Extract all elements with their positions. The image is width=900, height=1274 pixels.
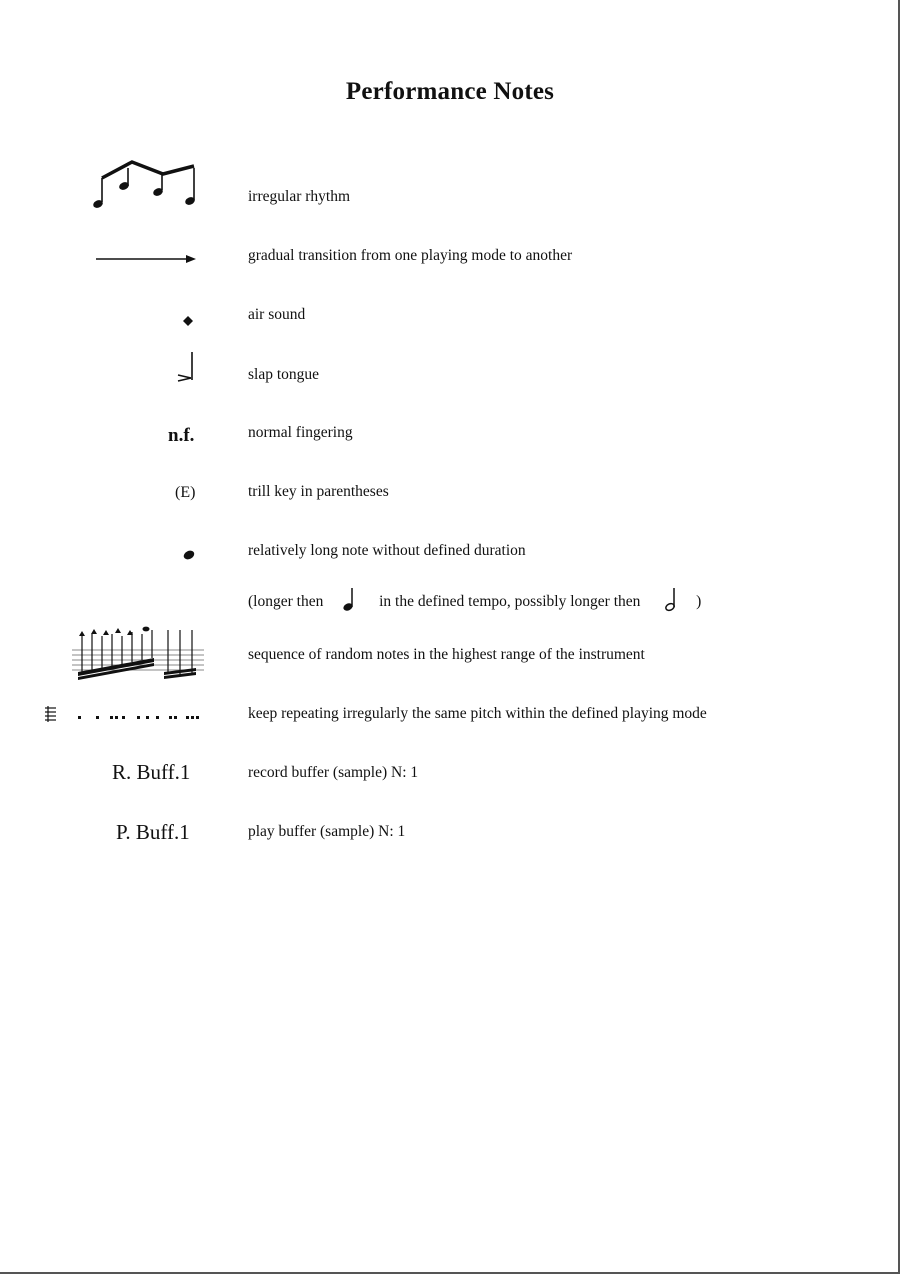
long-note-detail-part2: in the defined tempo, possibly longer then (379, 593, 641, 610)
record-buffer-symbol: R. Buff.1 (112, 760, 191, 784)
random-notes-icon (72, 624, 204, 682)
trill-key-symbol: (E) (175, 484, 196, 501)
desc-gradual-transition: gradual transition from one playing mode to another (248, 247, 573, 264)
slap-tongue-icon (174, 350, 198, 386)
long-note-detail-part3: ) (696, 593, 702, 610)
irregular-rhythm-icon (88, 158, 202, 212)
desc-play-buffer: play buffer (sample) N: 1 (248, 823, 406, 840)
normal-fingering-symbol: n.f. (168, 425, 195, 446)
desc-air-sound: air sound (248, 306, 306, 323)
desc-normal-fingering: normal fingering (248, 424, 353, 441)
repeated-dots-icon (42, 702, 202, 728)
notehead-icon (182, 549, 196, 561)
arrow-right-icon (96, 252, 198, 266)
page-title: Performance Notes (345, 78, 555, 105)
desc-repeated-pitch: keep repeating irregularly the same pitch within the defined playing mode (248, 705, 707, 722)
desc-long-note: relatively long note without defined duration (248, 542, 526, 559)
long-note-detail-part1: (longer then (248, 593, 324, 610)
desc-slap-tongue: slap tongue (248, 366, 320, 383)
diamond-notehead-icon (182, 315, 194, 327)
long-note-detail (248, 586, 701, 612)
quarter-note-icon (341, 586, 357, 612)
desc-random-notes: sequence of random notes in the highest range of the instrument (248, 646, 645, 663)
play-buffer-symbol: P. Buff.1 (116, 820, 190, 844)
desc-irregular-rhythm: irregular rhythm (248, 188, 351, 205)
desc-record-buffer: record buffer (sample) N: 1 (248, 764, 419, 781)
half-note-icon (662, 586, 678, 612)
desc-trill-key: trill key in parentheses (248, 483, 389, 500)
